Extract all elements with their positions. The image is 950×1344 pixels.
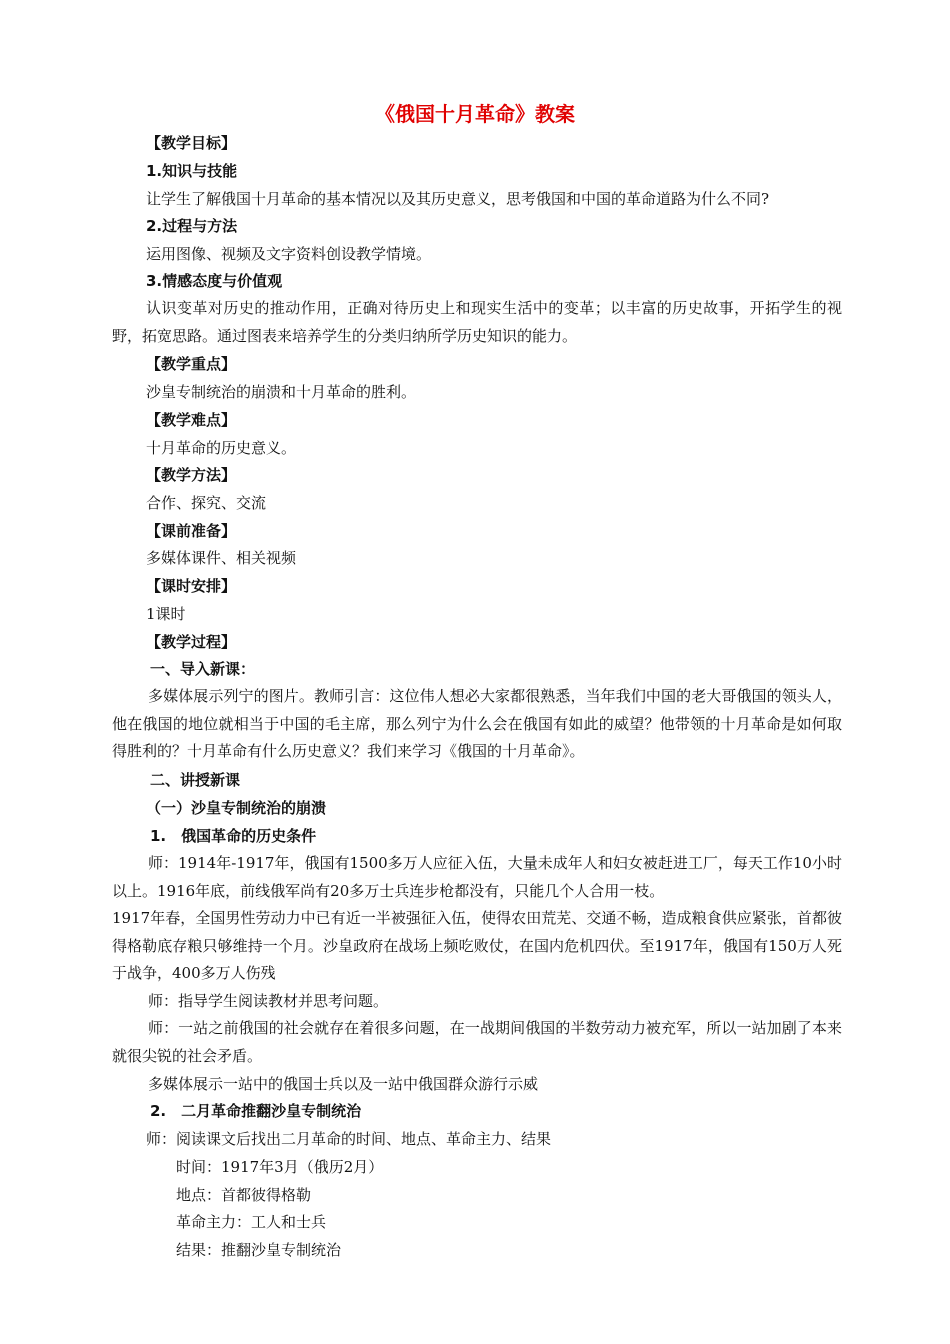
key-points-text: 沙皇专制统治的崩溃和十月革命的胜利。 [146, 383, 417, 401]
heading-schedule: 【课时安排】 [146, 577, 237, 595]
paragraph-multimedia-display: 多媒体展示一站中的俄国士兵以及一站中俄国群众游行示威 [148, 1075, 539, 1093]
difficulties-text: 十月革命的历史意义。 [146, 439, 297, 457]
paragraph-crisis: 1917年春，全国男性劳动力中已有近一半被强征入伍，使得农田荒芜、交通不畅，造成粮食供应紧张，首都彼得格勒底存粮只够维持一个月。沙皇政府在战场上频吃败仗，在国内危机四伏。至1917年，俄国有150万人死于战争，400多万人伤残 [112, 909, 842, 982]
topic-february-revolution-heading: 2. 二月革命推翻沙皇专制统治 [150, 1102, 362, 1120]
fact-main-force: 革命主力：工人和士兵 [176, 1213, 327, 1231]
paragraph-reading-guide: 师：指导学生阅读教材并思考问题。 [148, 992, 389, 1010]
fact-place: 地点：首都彼得格勒 [176, 1186, 312, 1204]
schedule-text: 1课时 [146, 605, 186, 623]
fact-time: 时间：1917年3月（俄历2月） [176, 1158, 384, 1176]
heading-difficulties: 【教学难点】 [146, 411, 237, 429]
section-intro-text: 多媒体展示列宁的图片。教师引言：这位伟人想必大家都很熟悉，当年我们中国的老大哥俄国的领头人，他在俄国的地位就相当于中国的毛主席，那么列宁为什么会在俄国有如此的威望？他带领的十月革命是如何取得胜利的？十月革命有什么历史意义？我们来学习《俄国的十月革命》。 [112, 687, 842, 760]
goal-knowledge-text: 让学生了解俄国十月革命的基本情况以及其历史意义，思考俄国和中国的革命道路为什么不同? [146, 190, 770, 208]
subheading-attitude-values: 3.情感态度与价值观 [146, 272, 283, 290]
heading-methods: 【教学方法】 [146, 466, 237, 484]
heading-preparation: 【课前准备】 [146, 522, 237, 540]
methods-text: 合作、探究、交流 [146, 494, 267, 512]
fact-result: 结果：推翻沙皇专制统治 [176, 1241, 342, 1259]
subheading-knowledge-skills: 1.知识与技能 [146, 162, 238, 180]
document-title: 《俄国十月革命》教案 [375, 102, 575, 126]
paragraph-february-task: 师：阅读课文后找出二月革命的时间、地点、革命主力、结果 [146, 1130, 552, 1148]
goal-process-text: 运用图像、视频及文字资料创设教学情境。 [146, 245, 432, 263]
section-new-lesson-heading: 二、讲授新课 [150, 771, 241, 789]
subheading-process-method: 2.过程与方法 [146, 217, 238, 235]
heading-key-points: 【教学重点】 [146, 355, 237, 373]
goal-attitude-text: 认识变革对历史的推动作用，正确对待历史上和现实生活中的变革；以丰富的历史故事，开拓学生的视野，拓宽思路。通过图表来培养学生的分类归纳所学历史知识的能力。 [112, 299, 842, 345]
section-intro-heading: 一、导入新课： [150, 660, 256, 678]
heading-teaching-goals: 【教学目标】 [146, 134, 237, 152]
preparation-text: 多媒体课件、相关视频 [146, 549, 297, 567]
topic-historical-conditions-heading: 1. 俄国革命的历史条件 [150, 827, 317, 845]
paragraph-war-burden: 师：1914年-1917年，俄国有1500多万人应征入伍，大量未成年人和妇女被赶进工厂，每天工作10小时以上。1916年底，前线俄军尚有20多万士兵连步枪都没有，只能几个人合用一枝。 [112, 854, 842, 900]
heading-process: 【教学过程】 [146, 633, 237, 651]
paragraph-social-conflicts: 师：一站之前俄国的社会就存在着很多问题，在一战期间俄国的半数劳动力被充军，所以一站加剧了本来就很尖锐的社会矛盾。 [112, 1019, 842, 1065]
subsection-tsar-collapse-heading: （一）沙皇专制统治的崩溃 [146, 799, 327, 817]
